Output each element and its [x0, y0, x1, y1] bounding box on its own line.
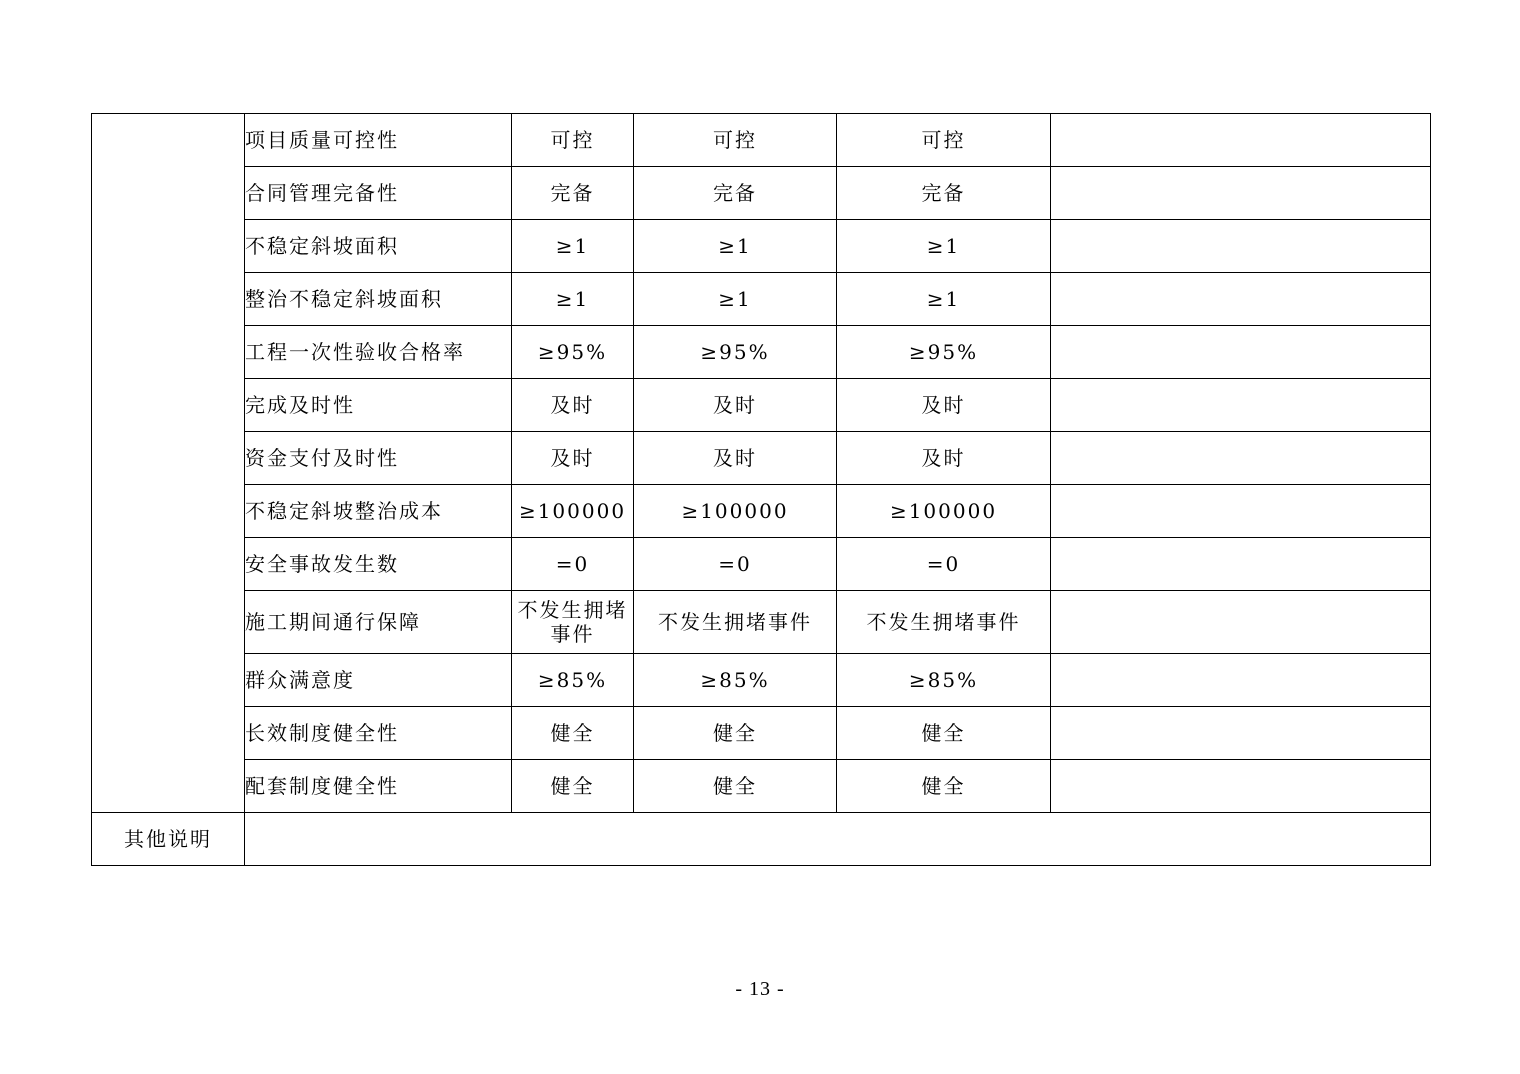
target-value: 及时	[837, 432, 1051, 485]
target-value: 健全	[512, 760, 634, 813]
target-value: ≥1	[512, 273, 634, 326]
target-value: ≥1	[634, 273, 837, 326]
category-cell	[92, 114, 245, 813]
indicator-name: 不稳定斜坡面积	[245, 220, 512, 273]
indicator-name: 安全事故发生数	[245, 538, 512, 591]
remark-cell	[1051, 114, 1431, 167]
target-value: 健全	[837, 760, 1051, 813]
target-value: ≥100000	[512, 485, 634, 538]
table-row	[92, 485, 1431, 538]
target-value: 及时	[512, 432, 634, 485]
target-value: 健全	[512, 707, 634, 760]
target-value: 完备	[837, 167, 1051, 220]
target-value: =0	[634, 538, 837, 591]
target-value: 不发生拥堵事件	[837, 591, 1051, 654]
remark-cell	[1051, 591, 1431, 654]
target-value: ≥95%	[634, 326, 837, 379]
indicator-name: 整治不稳定斜坡面积	[245, 273, 512, 326]
target-value: =0	[512, 538, 634, 591]
remark-cell	[1051, 538, 1431, 591]
other-notes-row	[92, 813, 1431, 866]
indicator-name: 合同管理完备性	[245, 167, 512, 220]
target-value: =0	[837, 538, 1051, 591]
indicator-name: 施工期间通行保障	[245, 591, 512, 654]
indicator-name: 项目质量可控性	[245, 114, 512, 167]
table-row	[92, 432, 1431, 485]
remark-cell	[1051, 654, 1431, 707]
target-value: 不发生拥堵事件	[512, 591, 634, 654]
remark-cell	[1051, 707, 1431, 760]
performance-indicator-table	[91, 113, 1431, 866]
target-value: 完备	[634, 167, 837, 220]
indicator-name: 工程一次性验收合格率	[245, 326, 512, 379]
table-row	[92, 326, 1431, 379]
table-row	[92, 538, 1431, 591]
table-row	[92, 760, 1431, 813]
target-value: ≥1	[837, 220, 1051, 273]
target-value: ≥85%	[634, 654, 837, 707]
other-notes-content	[245, 813, 1431, 866]
target-value: ≥100000	[837, 485, 1051, 538]
target-value: ≥1	[837, 273, 1051, 326]
indicator-name: 不稳定斜坡整治成本	[245, 485, 512, 538]
target-value: 及时	[634, 379, 837, 432]
table-row	[92, 707, 1431, 760]
indicator-name: 群众满意度	[245, 654, 512, 707]
remark-cell	[1051, 326, 1431, 379]
table-row	[92, 220, 1431, 273]
table-row	[92, 114, 1431, 167]
target-value: 健全	[634, 707, 837, 760]
target-value: 及时	[512, 379, 634, 432]
other-notes-label: 其他说明	[92, 813, 245, 866]
target-value: 完备	[512, 167, 634, 220]
indicator-name: 长效制度健全性	[245, 707, 512, 760]
target-value: 及时	[634, 432, 837, 485]
target-value: 可控	[512, 114, 634, 167]
table-row	[92, 273, 1431, 326]
target-value: ≥85%	[837, 654, 1051, 707]
target-value: 健全	[634, 760, 837, 813]
table-row	[92, 654, 1431, 707]
remark-cell	[1051, 379, 1431, 432]
target-value: 可控	[837, 114, 1051, 167]
remark-cell	[1051, 167, 1431, 220]
target-value: 可控	[634, 114, 837, 167]
page-number: - 13 -	[735, 978, 785, 1000]
indicator-name: 完成及时性	[245, 379, 512, 432]
table-row	[92, 167, 1431, 220]
remark-cell	[1051, 273, 1431, 326]
target-value: ≥1	[634, 220, 837, 273]
remark-cell	[1051, 432, 1431, 485]
target-value: ≥1	[512, 220, 634, 273]
target-value: ≥100000	[634, 485, 837, 538]
target-value: ≥95%	[512, 326, 634, 379]
target-value: 不发生拥堵事件	[634, 591, 837, 654]
indicator-name: 配套制度健全性	[245, 760, 512, 813]
table-row	[92, 591, 1431, 654]
target-value: ≥85%	[512, 654, 634, 707]
target-value: 及时	[837, 379, 1051, 432]
table-row	[92, 379, 1431, 432]
remark-cell	[1051, 220, 1431, 273]
target-value: ≥95%	[837, 326, 1051, 379]
remark-cell	[1051, 485, 1431, 538]
target-value: 健全	[837, 707, 1051, 760]
indicator-name: 资金支付及时性	[245, 432, 512, 485]
remark-cell	[1051, 760, 1431, 813]
